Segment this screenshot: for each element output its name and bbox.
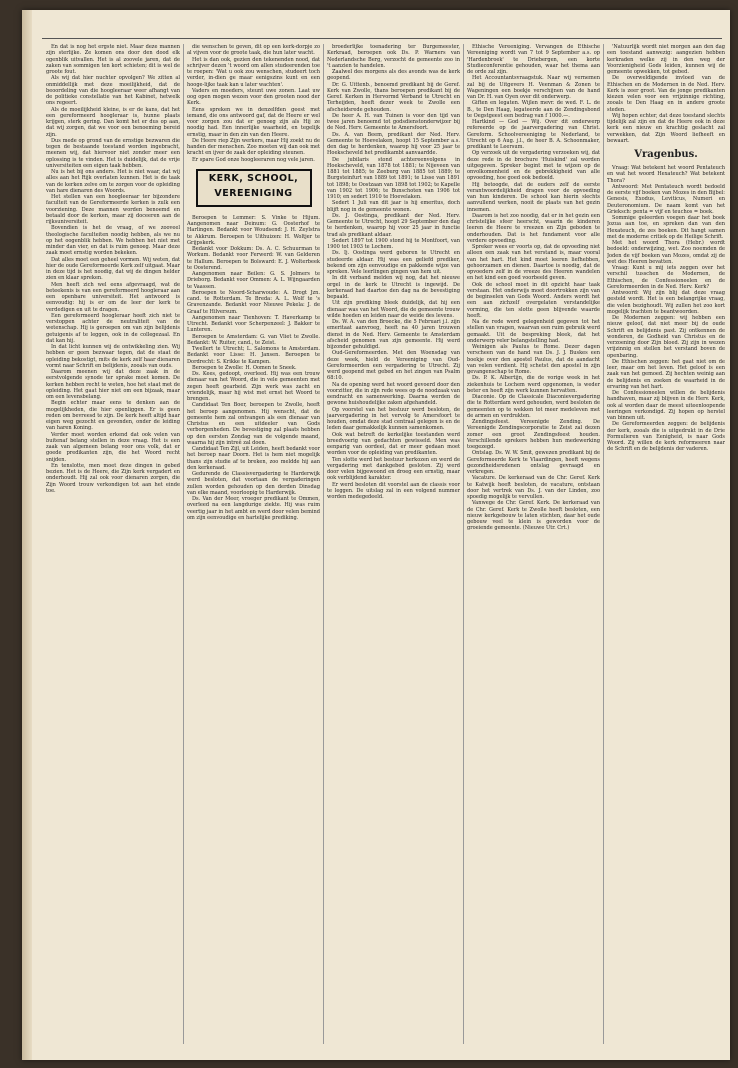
- news-item: Aangenomen naar Beilen: G. S. Jolmers te Drieborg. Bedankt voor Ommen: A. L. Wijngaarden te Vaassen.: [187, 271, 320, 290]
- article-paragraph: Het stellen van een hoogleeraar ter bijzondere faculteit van de Gereformeerde kerken is zulk een voorziening. Deze mannen worden benoemd en betaald door de kerken, maar zij doceeren aan de rijksuniversiteit.: [46, 194, 180, 225]
- article-paragraph: Men heeft zich wel eens afgevraagd, wat de beteekenis is van een gereformeerd hoogleraar aan een openbare universiteit. Het antwoord is eenvoudig: hij is er om de leer der kerk te verdedigen en uit te dragen.: [46, 281, 180, 313]
- qa-paragraph: De Confessioneelen willen de belijdenis handhaven, maar zij blijven in de Herv. Kerk, ook al worden daar de meest uiteenloopende leeringen verkondigd. Zij hopen op herstel van binnen uit.: [607, 390, 725, 421]
- news-item: Op verzoek uit de vergadering verzoeken wij, dat deze rede in de brochure 'Huiskind' zal worden uitgegeven. Spreker begint met te wijzen op de onvolkomenheid en de gebrekkigheid van alle opvoeding, hoe goed ook bedoeld.: [467, 150, 600, 182]
- news-item: Giften en legaten. Wijlen mevr. de wed. F. L. de B., te Den Haag, legateerde aan de Zendingsbond te Oegstgeest een bedrag van f 1000.—.: [467, 100, 600, 119]
- news-item: Beroepen te Noord-Scharwoude: A. Drogt Jzn. cand. te Rotterdam. Te Breda: A. L. Wolf te 's Gravenzande. Bedankt voor Nieuwe Pekela: J. de Graaf te Hilversum.: [187, 289, 320, 315]
- column-divider: [183, 44, 184, 1044]
- column-divider: [603, 44, 604, 1044]
- news-item: Hij betoogde, dat de ouders zelf de eerste verantwoordelijkheid dragen voor de opvoeding van hun kinderen. De school kan hierin slechts aanvullend werken, nooit de plaats van het gezin innemen.: [467, 181, 600, 213]
- news-item: Aangenomen naar Tienhoven: T. Haverkamp te Utrecht. Bedankt voor Scherpenzeel: J. Bakker te Lunteren.: [187, 314, 320, 334]
- article-paragraph: Vaders en moeders, steunt uwe zonen. Laat uw oog open mogen wezen voor den grooten nood der Kerk.: [187, 87, 320, 107]
- news-item: Ds. P. K. Albertijn, die de vorige week in het ziekenhuis te Lochem werd opgenomen, is weder beter en heeft zijn werk kunnen hervatten.: [467, 375, 600, 394]
- news-item: Ten slotte werd het bestuur herkozen en werd de vergadering met dankgebed gesloten. Zij werd door velen bijgewoond en droeg een ernstig, maar ook verblijdend karakter.: [327, 456, 460, 482]
- news-item: Ds. W. A. van den Broecke, die 5 Februari j.l. zijn emeritaat aanvroeg, heeft na 40 jaren trouwen dienst in de Ned. Herv. Gemeente te Amsterdam afscheid genomen van zijn gemeente. Hij werd bijzonder gehuldigd.: [327, 319, 460, 350]
- article-paragraph: Er spare God onze hoogleeraren nog vele jaren.: [192, 156, 315, 163]
- news-item: Sedert 1897 tot 1900 stond hij te Montfoort, van 1900 tot 1903 te Lochem.: [327, 237, 460, 250]
- newspaper-page: [22, 10, 730, 1060]
- news-item: Daarom is het zoo noodig, dat er in het gezin een christelijke sfeer heerscht, waarin de kinderen leeren de Heere te vreezen en Zijn geboden te onderhouden. Dat is het fundament voor alle verdere opvoeding.: [467, 212, 600, 244]
- vragenbus-heading: Vragenbus.: [634, 149, 698, 160]
- qa-paragraph: Antwoord: Wij zijn blij dat deze vraag gesteld wordt. Het is een belangrijke vraag, die velen bezighoudt. Wij zullen het zoo kort mogelijk trachten te beantwoorden.: [607, 290, 725, 315]
- qa-paragraph: De Modernen zeggen: wij hebben een nieuw geloof, dat niet meer bij de oude Schrift en belijdenis past. Zij ontkennen de wonderen, de Godheid van Christus en de verzoening door Zijn bloed. Zij zijn in wezen vrijzinnig en stellen het verstand boven de openbaring.: [607, 315, 725, 359]
- article-paragraph: Als de moeilijkheid kleine, is er de kans, dat het een gereformeerd hoogleraar is, hunne plaats krijgen, sterk gering. Dan komt het er dus op aan, dat wij zorgen, dat we voor een benoeming bereid zijn.: [46, 106, 180, 138]
- news-item: Oud-Gereformeerden. Met den Woensdag van deze week, hield de Vereeniging van Oud-Gereformeerden een vergadering te Utrecht. Zij werd geopend met gebed en het zingen van Psalm 68:10.: [327, 350, 460, 382]
- news-item: Bedankt voor Dokkum: Ds. A. C. Schuurman te Workum. Bedankt voor Ferwerd: W. van Gelderen te Hallum. Beroepen te Bolsward: E. J. Wolterbeek te Oosterend.: [187, 246, 320, 271]
- news-item: Ook de school moet in dit opzicht haar taak verstaan. Het onderwijs moet doortrokken zijn van de beginselen van Gods Woord. Anders wordt het een aan zichzelf overgelaten verstandelijke vorming, die ten slotte geen blijvende waarde heeft.: [467, 281, 600, 319]
- qa-paragraph: De Ethischen zeggen: het gaat niet om de leer, maar om het leven. Het geloof is een zaak van het gemoed. Zij hechten weinig aan de belijdenis en zoeken de waarheid in de ervaring van het hart.: [607, 358, 725, 390]
- qa-paragraph: Sommige geleerden voegen daar het boek Jozua aan toe, en spreken dan van den Hexateuch, de zes boeken. Dit hangt samen met de moderne critiek op de Heilige Schrift.: [607, 215, 725, 240]
- article-paragraph: De Heere riep Zijn werkers, maar Hij zoekt nu de handen der menschen. Zoo moeten wij dan ook met kracht en ijver de zaak der opleiding steunen.: [187, 137, 320, 157]
- news-item: Ook wat betreft de kerkelijke toestanden werd breedvoerig van gedachten gewisseld. Men was eenparig van oordeel, dat er meer gedaan moet worden voor de opleiding van predikanten.: [327, 431, 460, 457]
- article-paragraph: Begin echter maar eens te denken aan de mogelijkheden, die hier openliggen. Er is geen reden om bevreesd te zijn. De kerk heeft altijd haar eigen weg gezocht en gevonden, onder de leiding van haren Koning.: [46, 400, 180, 432]
- article-paragraph: Het is dan ook, gezien den tekenenden nood, dat schrijver dezen 't woord om allen studeerenden toe te roepen: 'Wat u ook zou wenschen, studeert toch verder, in-dien ge maar eenigszins kunt en een hooge-lijke taak kan u later wachten'.: [187, 56, 320, 88]
- article-paragraph: Eens spreken we in denzelfden geest met iemand, die ons antwoord gaf, dat de Heere er wel voor zorgen zou dat er genoeg zijn als Hij ze noodig had. Een innerlijke waarheid, en tegelijk ernstig, maar in den zin van den Heere.: [187, 106, 320, 138]
- news-item: Ontslag. Ds. W. W. Smit, gewezen predikant bij de Gereformeerde Kerk te Vlaardingen, heeft wegens gezondheidsredenen ontslag gevraagd en verkregen.: [467, 450, 600, 475]
- article-paragraph: Daarom meenen wij dat deze zaak in de eerstvolgende synode ter sprake moet komen. De kerken hebben recht te weten, hoe het staat met de opleiding. Het gaat hier niet om een bijzaak, maar om een levensbelang.: [46, 369, 180, 400]
- article-paragraph: En tenslotte, men moet deze dingen in gebed bezien. Het is de Heere, die Zijn kerk vergadert en onderhoudt. Hij zal ook voor dienaren zorgen, die Zijn Woord trouw verkondigen tot aan het einde toe.: [46, 462, 180, 494]
- news-item: Vanwege de Chr. Geref. Kerk. De kerkeraad van de Chr. Geref. Kerk te Zwolle heeft besloten, een nieuw kerkgebouw te laten stichten, daar het oude gebouw veel te klein is geworden voor de groeiende gemeente. (Nieuwe Utr. Crt.): [467, 500, 600, 532]
- news-item: Weinigen als Paulus te Rome. Dezer dagen verscheen van de hand van Ds. J. J. Buskes een boekje over den apostel Paulus, dat de aandacht van velen verdient. Hij schetst den apostel in zijn gevangenschap te Rome.: [467, 344, 600, 375]
- news-item: In dit verband melden wij nog, dat het nieuwe orgel in de kerk te Utrecht is ingewijd. De kerkeraad had daartoe den dag na de bevestiging bepaald.: [327, 275, 460, 300]
- news-item: Ds. J. Oostinga, predikant der Ned. Herv. Gemeente te Utrecht, hoopt 29 September den dag te herdenken, waarop hij voor 25 jaar in functie trad als predikant aldaar.: [327, 212, 460, 238]
- news-item: Diaconie. Op de Classicale Diaconievergadering die te Rotterdam werd gehouden, werd besloten de gemeenten op te wekken tot meer medeleven met de armen en verdrukten.: [467, 394, 600, 419]
- news-item: Beroepen te Zwolle: H. Oomen te Sneek.: [192, 364, 297, 371]
- column-1: [46, 44, 180, 1044]
- news-item: Na de opening werd het woord gevoerd door den voorzitter, die in zijn rede wees op de noodzaak van eendracht en samenwerking. Daarna werden de gewone huishoudelijke zaken afgehandeld.: [327, 381, 460, 407]
- column-2: [187, 44, 320, 1044]
- article-paragraph: Nu is het bij ons anders. Het is niet waar, dat wij alles aan het Rijk overlaten kunnen. Het is de taak van de kerken zelve om te zorgen voor de opleiding van hare dienaren des Woords.: [46, 169, 180, 194]
- article-paragraph: Een gereformeerd hoogleraar heeft zich niet te verstoppen achter de neutraliteit van de wetenschap. Hij is geroepen om van zijn belijdenis getuigenis af te leggen, ook in de collegezaal. En dat kan hij.: [46, 312, 180, 344]
- article-paragraph: Dus mede op grond van de ernstige bezwaren die tegen de bestaande toestand worden ingebracht, meenen wij, dat hiervoor niet zonder meer een oplossing is te vinden. Het is duidelijk, dat de vrije universiteiten een eigen taak hebben.: [46, 137, 180, 169]
- article-paragraph: die wenschen te geven, dit op een kerk-dorpje zo al vijven voor de groote taak, die hun later wacht.: [187, 44, 320, 57]
- article-paragraph: Verder moet worden erkend dat ook velen van buitenaf belang stellen in deze vraag. Het is een zaak van algemeen belang voor ons volk, dat er goede predikanten zijn, die het Woord recht snijden.: [46, 431, 180, 463]
- article-paragraph: Wij hopen echter, dat deze toestand slechts tijdelijk zal zijn en dat de Heere ook in deze kerk een nieuw en krachtig geslacht zal verwekken, dat Zijn Woord liefheeft en bewaart.: [607, 112, 725, 144]
- news-item: Ds. Van der Meer, vroeger predikant te Ommen, overleed na een langdurige ziekte. Hij was ruim veertig jaar in het ambt en werd door velen bemind om zijn eenvoudige en hartelijke prediking.: [187, 496, 320, 521]
- news-item: Candidaat Ten Zijl, uit Leiden, heeft bedankt voor het beroep naar Doorn. Het is hem niet mogelijk thans zijn studie af te breken, zoo meldde hij aan den kerkeraad.: [187, 446, 320, 471]
- article-paragraph: Als wij dat hier nuchter opvolgen? We zitten al onmiddellijk met deze moeilijkheid, dat de beoordeling van die hoogleeraar weer afhangt van de politieke constellatie van het Kabinet, hetwelk ons regeert.: [46, 75, 180, 107]
- news-item: Er werd besloten dit voorstel aan de classis voor te leggen. De uitslag zal in een volgend nummer worden medegedeeld.: [327, 481, 460, 500]
- news-item: Zaalwel des morgens als des avonds was de kerk geopend.: [327, 69, 460, 82]
- top-rule: [42, 38, 722, 39]
- news-item: Ds. Ij. Oostinga werd geboren te Utrecht en studeerde aldaar. Hij was een geliefd prediker, bekend om zijn eenvoudige en pakkende wijze van spreken. Vele leerlingen gingen van hem uit.: [327, 250, 460, 275]
- news-item: Candidaat Ten Boer, beroepen te Zwolle, heeft het beroep aangenomen. Hij wenscht, dat de gemeente hem zal ontvangen als een dienaar van Christus en een uitdeeler van Gods verborgenheden. De bevestiging zal plaats hebben op den eersten Zondag van de volgende maand, waarna hij zijn intreê zal doen.: [187, 402, 320, 446]
- news-item: Ethische Vereeniging. Vervangen de Ethische Vereeniging wordt van 7 tot 9 September a.s. op 'Hardenbroek' te Driebergen, een korte Studieconferentie gehouden, waar het thema aan de orde zal zijn.: [467, 44, 600, 75]
- news-item: broederlijke toenadering ter Burgemeester, Kerkraad, beroepen ook Ds. P. Warners van Nederlandsche Berg, verzocht de gemeente zoo in 't aanzien te handelen.: [327, 44, 460, 69]
- news-item: Het Accountantsvraagstuk. Naar wij vernemen zal bij de Uitgevers H. Veenman & Zonen te Wageningen een boekje verschijnen van de hand van Dr. H. van Oyen over dit onderwerp.: [467, 75, 600, 100]
- news-item: Vacature. De kerkeraad van de Chr. Geref. Kerk te Katwijk heeft besloten, de vacature, ontstaan door het vertrek van Ds. J. van der Linden, zoo spoedig mogelijk te vervullen.: [467, 475, 600, 500]
- news-item: Twellert te Utrecht; L. Salomons te Amsterdam. Bedankt voor Lisse: H. Jansen. Beroepen te Dordrecht: S. Krikke te Kampen.: [187, 346, 320, 365]
- column-divider: [323, 44, 324, 1044]
- news-item: Sedert 1 Juli van dit jaar is hij emeritus, doch blijft nog in de gemeente wonen.: [327, 200, 460, 213]
- news-item: Ds. Kees, gedoopt, overleed. Hij was een trouw dienaar van het Woord, die in vele gemeenten met zegen heeft gearbeid. Zijn werk was zacht en vriendelijk, maar hij wist met ernst het Woord te brengen.: [187, 371, 320, 402]
- column-5: [607, 44, 725, 1044]
- column-divider: [463, 44, 464, 1044]
- news-item: Ds. A. van Beem, predikant der Ned. Herv. Gemeente te Hoevelaken, hoopt 15 September a.s. den dag te herdenken, waarop hij voor 25 jaar te Hoekscheveld het predikambt aanvaardde.: [327, 131, 460, 157]
- kerk-school-vereeniging-logo: KERK, SCHOOL, VEREENIGING: [196, 169, 312, 207]
- news-item: Op voorstel van het bestuur werd besloten, de jaarvergadering in het vervolg te Amersfoort te houden, omdat deze stad centraal gelegen is en de leden daar gemakkelijk kunnen samenkomen.: [327, 406, 460, 432]
- news-item: De jubilaris stond achtereenvolgens in Hoekscheveld, van 1878 tot 1881; te Nijeveen van 1881 tot 1885; te Zeeburg van 1885 tot 1889; te Burgsteinfurt van 1889 tot 1891; te Lisse van 1891 tot 1898; te Oostzaan van 1898 tot 1902; te Kapelle van 1902 tot 1906; te Bunschoten van 1906 tot 1910; en sedert 1910 te Hoevelaken.: [327, 156, 460, 200]
- news-item: Dr. G. Uittenb., benoemd predikant bij de Geref. Kerk van Zwolle, thans beroepen predikant bij de Geref. Kerken in Hervormd Verband te Utrecht en Terheijden, heeft dezer week te Zwolle een afscheidsrede gehouden.: [327, 81, 460, 113]
- news-item: Hartkind — God — Wij. Over dit onderwerp refereerde op de jaarvergadering van Christ. Gereform. Schoolvereeniging te Nederland, te Utrecht op 6 Aug. j.l., de heer B. A. Schoonmaker, predikant te Leersum.: [467, 119, 600, 150]
- binding-gutter: [22, 10, 32, 1060]
- news-item: Uit zijn prediking bleek duidelijk, dat hij een dienaar was van het Woord, die de gemeente trouw wilde hoeden en leiden naar de weide des levens.: [327, 300, 460, 319]
- article-paragraph: De overweldigende invloed van de Ethischen en de Modernen in de Ned. Herv. Kerk is zeer groot. Van de jonge predikanten kiezen velen voor een vrijzinnige richting, zooals te Den Haag en in andere groote steden.: [607, 75, 725, 113]
- article-paragraph: En dat is nog het ergste niet. Maar deze mannen zijn sterlijke. Ze komen ons door den dood elk ogenblik uitvallen. Het is al zoovele jaren, dat de zaken van sommigen ten kort schieten; dit is wel de groote fout.: [46, 44, 180, 75]
- news-item: Gedurende de Classisvergadering te Harderwijk werd besloten, dat voortaan de vergaderingen zullen worden gehouden op den derden Dinsdag van elke maand, voorloopig te Harderwijk.: [187, 471, 320, 496]
- news-item: Na de rede werd gelegenheid gegeven tot het stellen van vragen, waarvan een ruim gebruik werd gemaakt. Uit de bespreking bleek, dat het onderwerp veler belangstelling had.: [467, 319, 600, 344]
- article-paragraph: In dat licht kunnen wij de ontwikkeling zien. Wij hebben er geen bezwaar tegen, dat de staat de opleiding bekostigt, mits de kerk zelf haar dienaren vormt naar Schrift en belijdenis, zooals van ouds.: [46, 344, 180, 369]
- qa-paragraph: Vraag: Wat betekent het woord Pentateuch en wat het woord Hexateuch? Wat betekent Thora?: [607, 165, 725, 184]
- qa-paragraph: Antwoord: Met Pentateuch wordt bedoeld de eerste vijf boeken van Mozes in den Bijbel: Genesis, Exodus, Leviticus, Numeri en Deuteronomium. De naam komt van het Grieksch: penta = vijf en teuchos = boek.: [607, 183, 725, 215]
- qa-paragraph: Vraag: Kunt u mij iets zeggen over het verschil tusschen de Modernen, de Ethischen, de Confessioneelen en de Gereformeerden in de Ned. Herv. Kerk?: [607, 265, 725, 290]
- column-3: [327, 44, 460, 1044]
- qa-paragraph: De Gereformeerden zeggen: de belijdenis der kerk, zooals die is uitgedrukt in de Drie Formulieren van Eenigheid, is naar Gods Woord. Zij willen de kerk reformeeren naar de Schrift en de belijdenis der vaderen.: [607, 421, 725, 453]
- news-item: De heer A. H. van Tuinen is voor den tijd van twee jaren benoemd tot godsdienstonderwijzer bij de Ned. Herv. Gemeente te Amersfoort.: [327, 112, 460, 132]
- article-paragraph: Bovendien is het de vraag, of we zooveel theologische faculteiten noodig hebben, als we nu op het oogenblik hebben. We hebben het niet met minder dan vier, en dat is ruim genoeg. Maar deze zaak moet ernstig worden bekeken.: [46, 225, 180, 257]
- news-item: Beroepen te Amsterdam: G. van Vliet te Zwolle. Bedankt: W. Ruiter, cand., te Zeist.: [187, 333, 320, 346]
- news-item: Spreker wees er voorts op, dat de opvoeding niet alleen een zaak van het verstand is, maar vooral van het hart. Het kind moet leeren liefhebben, gehoorzamen en dienen. Daartoe is noodig, dat de opvoeders zelf in de vreeze des Heeren wandelen en het kind een goed voorbeeld geven.: [467, 244, 600, 282]
- article-paragraph: Dat alles moet een geheel vormen. Wij weten, dat hier de oude Gereformeerde Kerk zelf uitgaat. Maar in deze tijd is het noodig, dat wij de dingen helder zien en klaar spreken.: [46, 256, 180, 282]
- article-paragraph: 'Natuurlijk wordt niet morgen aan den dag een toestand aanwezig: aangezien hebben kerkraden welke zij in den weg der Voorzienigheid Gods leiden, kunnen wij de gemeente opwekken, tot gebed.: [607, 44, 725, 75]
- column-4: [467, 44, 600, 1044]
- news-item: Beroepen te Lemmer: S. Vinke te Hijum. Aangenomen naar Deinum: G. Oosterhof te Harlingen. Bedankt voor Woudsend: J. H. Zeylstra te Akkrum. Beroepen te Uithuizen: H. Woltjer te Grijpskerk.: [187, 214, 320, 246]
- news-item: Zendingsfeest. Vereenigde Zending. De Vereenigde Zendingscorporatie te Zeist zal dezen zomer een groot Zendingsfeest houden. Verschillende sprekers hebben hun medewerking toegezegd.: [467, 419, 600, 450]
- qa-paragraph: Met het woord Thora (Hebr.) wordt bedoeld: onderwijzing, wet. Zoo noemden de Joden de vijf boeken van Mozes, omdat zij de wet des Heeren bevatten.: [607, 240, 725, 265]
